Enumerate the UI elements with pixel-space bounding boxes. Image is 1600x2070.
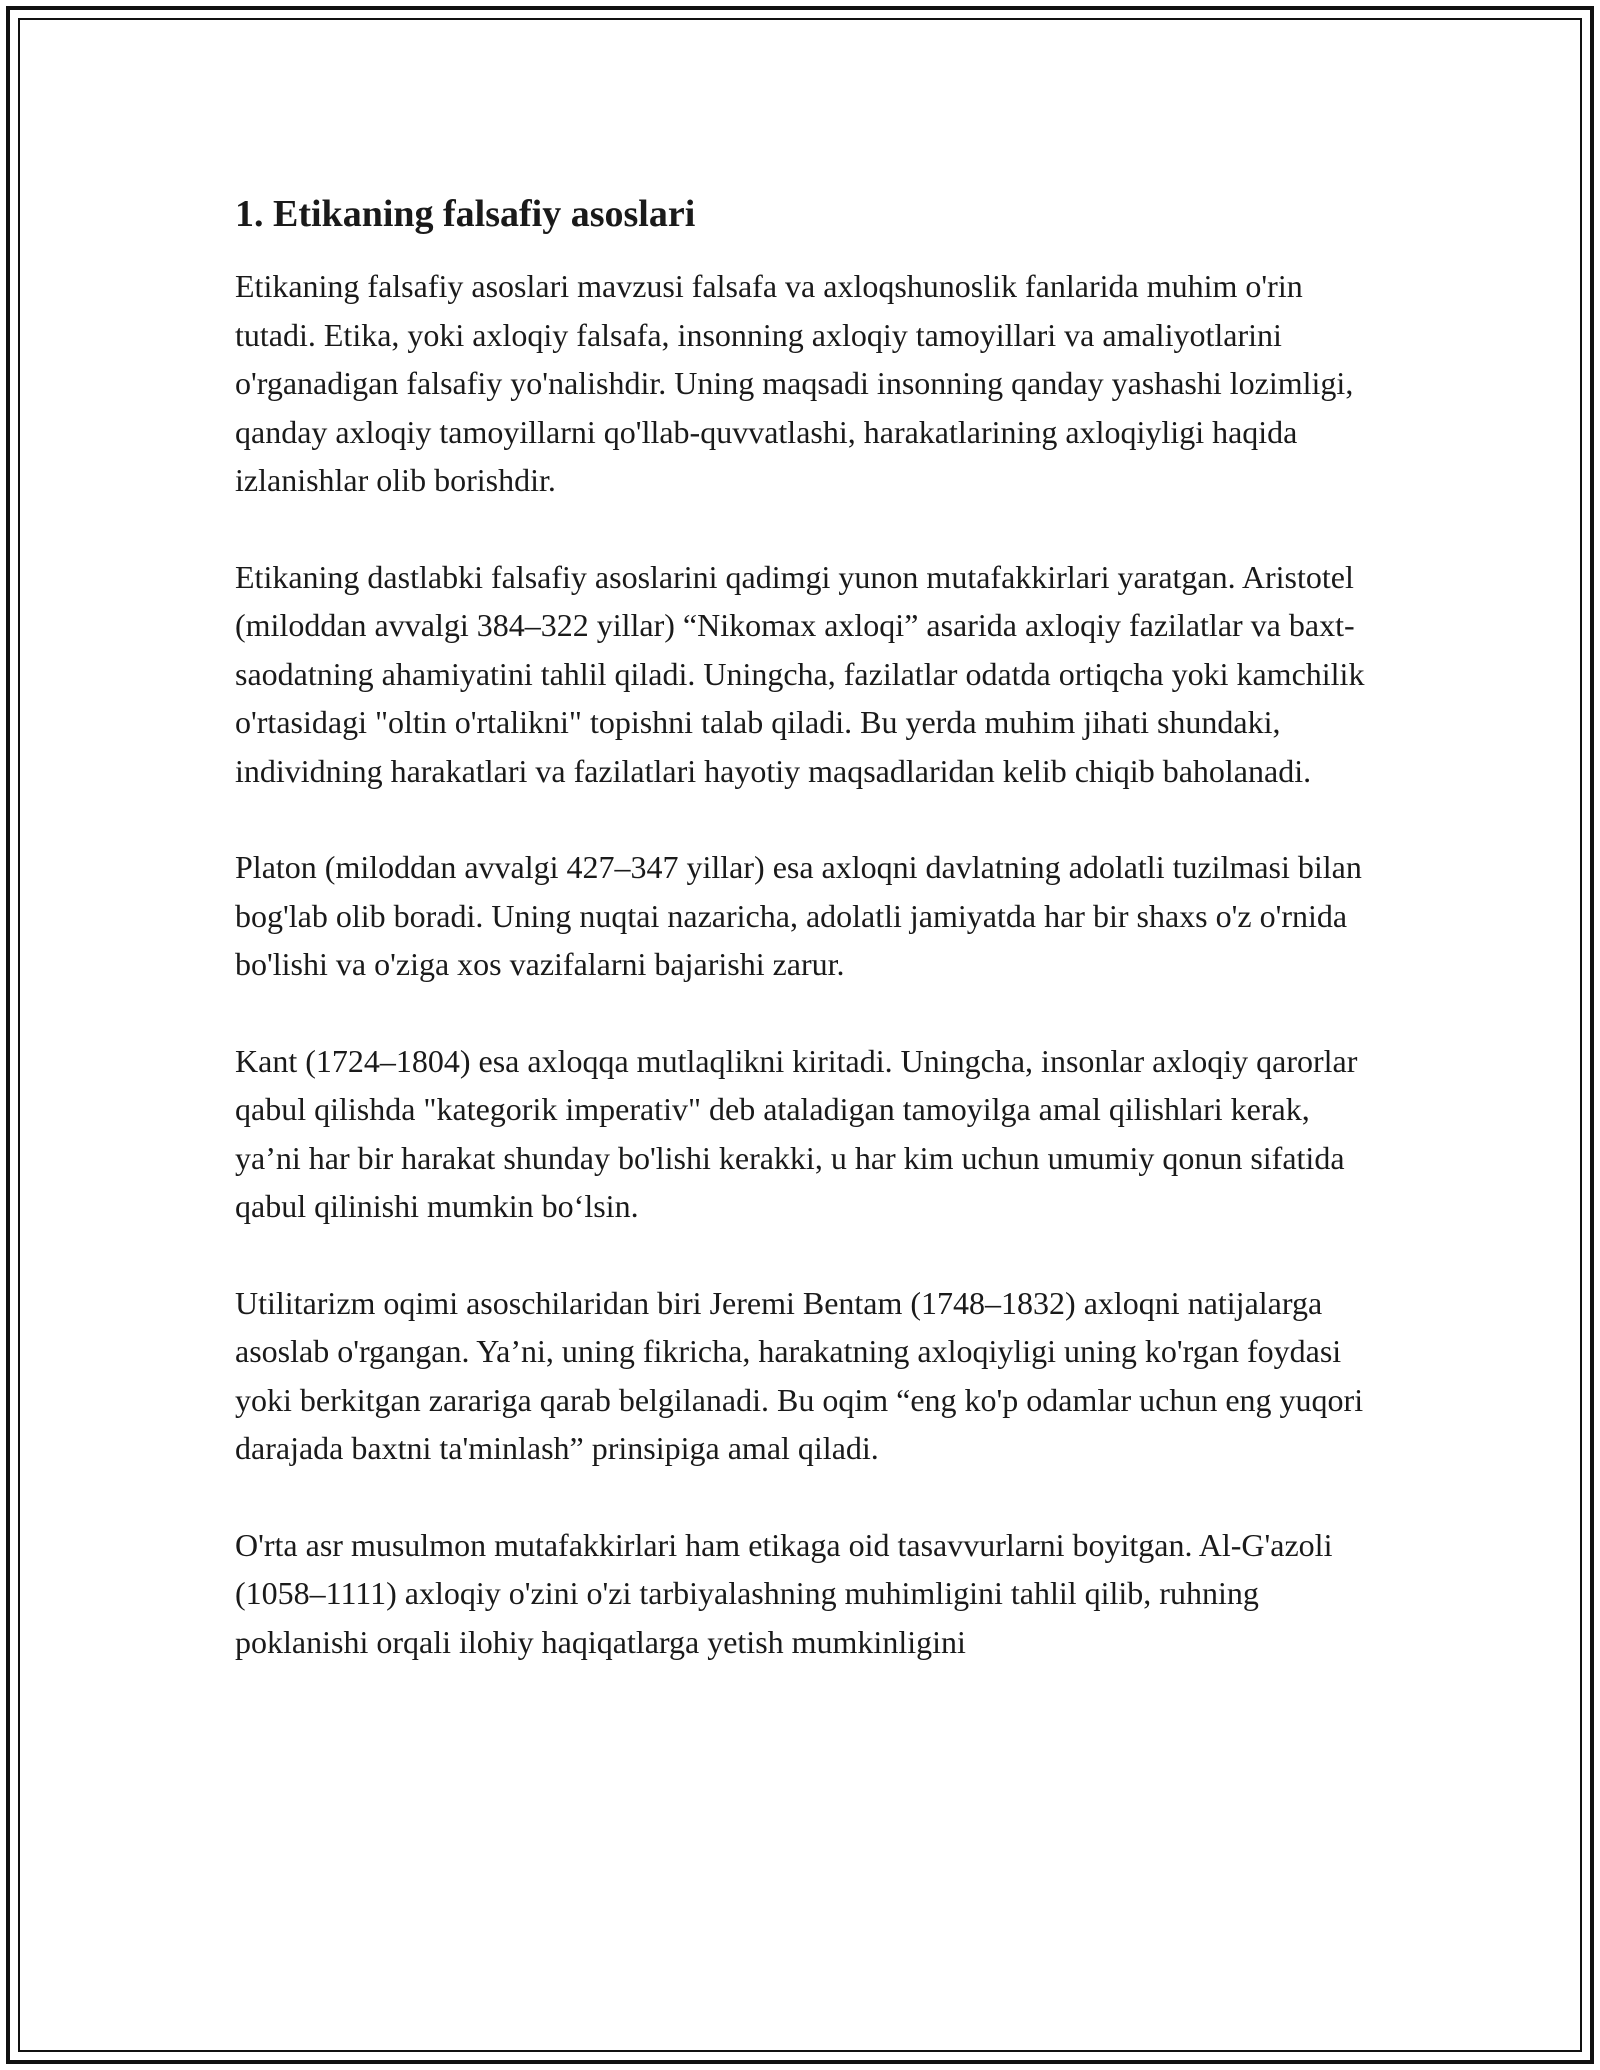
paragraph-kant: Kant (1724–1804) esa axloqqa mutlaqlikni kiritadi. Uningcha, insonlar axloqiy qarorlar qabul qilishda "kategorik imperativ" deb ataladigan tamoyilga amal qilishlari kerak, ya’ni har bir harakat shunday bo'lishi kerakki, u har kim uchun umumiy qonun sifatida qabul qilinishi mumkin bo‘lsin. [235, 1042, 1358, 1224]
paragraph-plato: Platon (miloddan avvalgi 427–347 yillar) esa axloqni davlatning adolatli tuzilmasi bilan bog'lab olib boradi. Uning nuqtai nazaricha, adolatli jamiyatda har bir shaxs o'z o'rnida bo'lishi va o'ziga xos vazifalarni bajarishi zarur. [235, 849, 1362, 982]
section-heading: 1. Etikaning falsafiy asoslari [235, 193, 696, 235]
paragraph-bentham: Utilitarizm oqimi asoschilaridan biri Jeremi Bentam (1748–1832) axloqni natijalarga asoslab o'rgangan. Ya’ni, uning fikricha, harakatning axloqiyligi uning ko'rgan foydasi yoki berkitgan zarariga qarab belgilanadi. Bu oqim “eng ko'p odamlar uchun eng yuqori darajada baxtni ta'minlash” prinsipiga amal qiladi. [235, 1284, 1364, 1466]
document-body [235, 186, 1375, 1666]
paragraph-intro: Etikaning falsafiy asoslari mavzusi falsafa va axloqshunoslik fanlarida muhim o'rin tutadi. Etika, yoki axloqiy falsafa, insonning axloqiy tamoyillari va amaliyotlarini o'rganadigan falsafiy yo'nalishdir. Uning maqsadi insonning qanday yashashi lozimligi, qanday axloqiy tamoyillarni qo'llab-quvvatlashi, harakatlarining axloqiyligi haqida izlanishlar olib borishdir. [235, 268, 1354, 498]
paragraph-aristotle: Etikaning dastlabki falsafiy asoslarini qadimgi yunon mutafakkirlari yaratgan. Aristotel (miloddan avvalgi 384–322 yillar) “Nikomax axloqi” asarida axloqiy fazilatlar va baxt-saodatning ahamiyatini tahlil qiladi. Uningcha, fazilatlar odatda ortiqcha yoki kamchilik o'rtasidagi "oltin o'rtalikni" topishni talab qiladi. Bu yerda muhim jihati shundaki, individning harakatlari va fazilatlari hayotiy maqsadlaridan kelib chiqib baholanadi. [235, 558, 1365, 789]
paragraph-al-ghazali: O'rta asr musulmon mutafakkirlari ham etikaga oid tasavvurlarni boyitgan. Al-G'azoli (1058–1111) axloqiy o'zini o'zi tarbiyalashning muhimligini tahlil qilib, ruhning poklanishi orqali ilohiy haqiqatlarga yetish mumkinligini [235, 1526, 1333, 1660]
